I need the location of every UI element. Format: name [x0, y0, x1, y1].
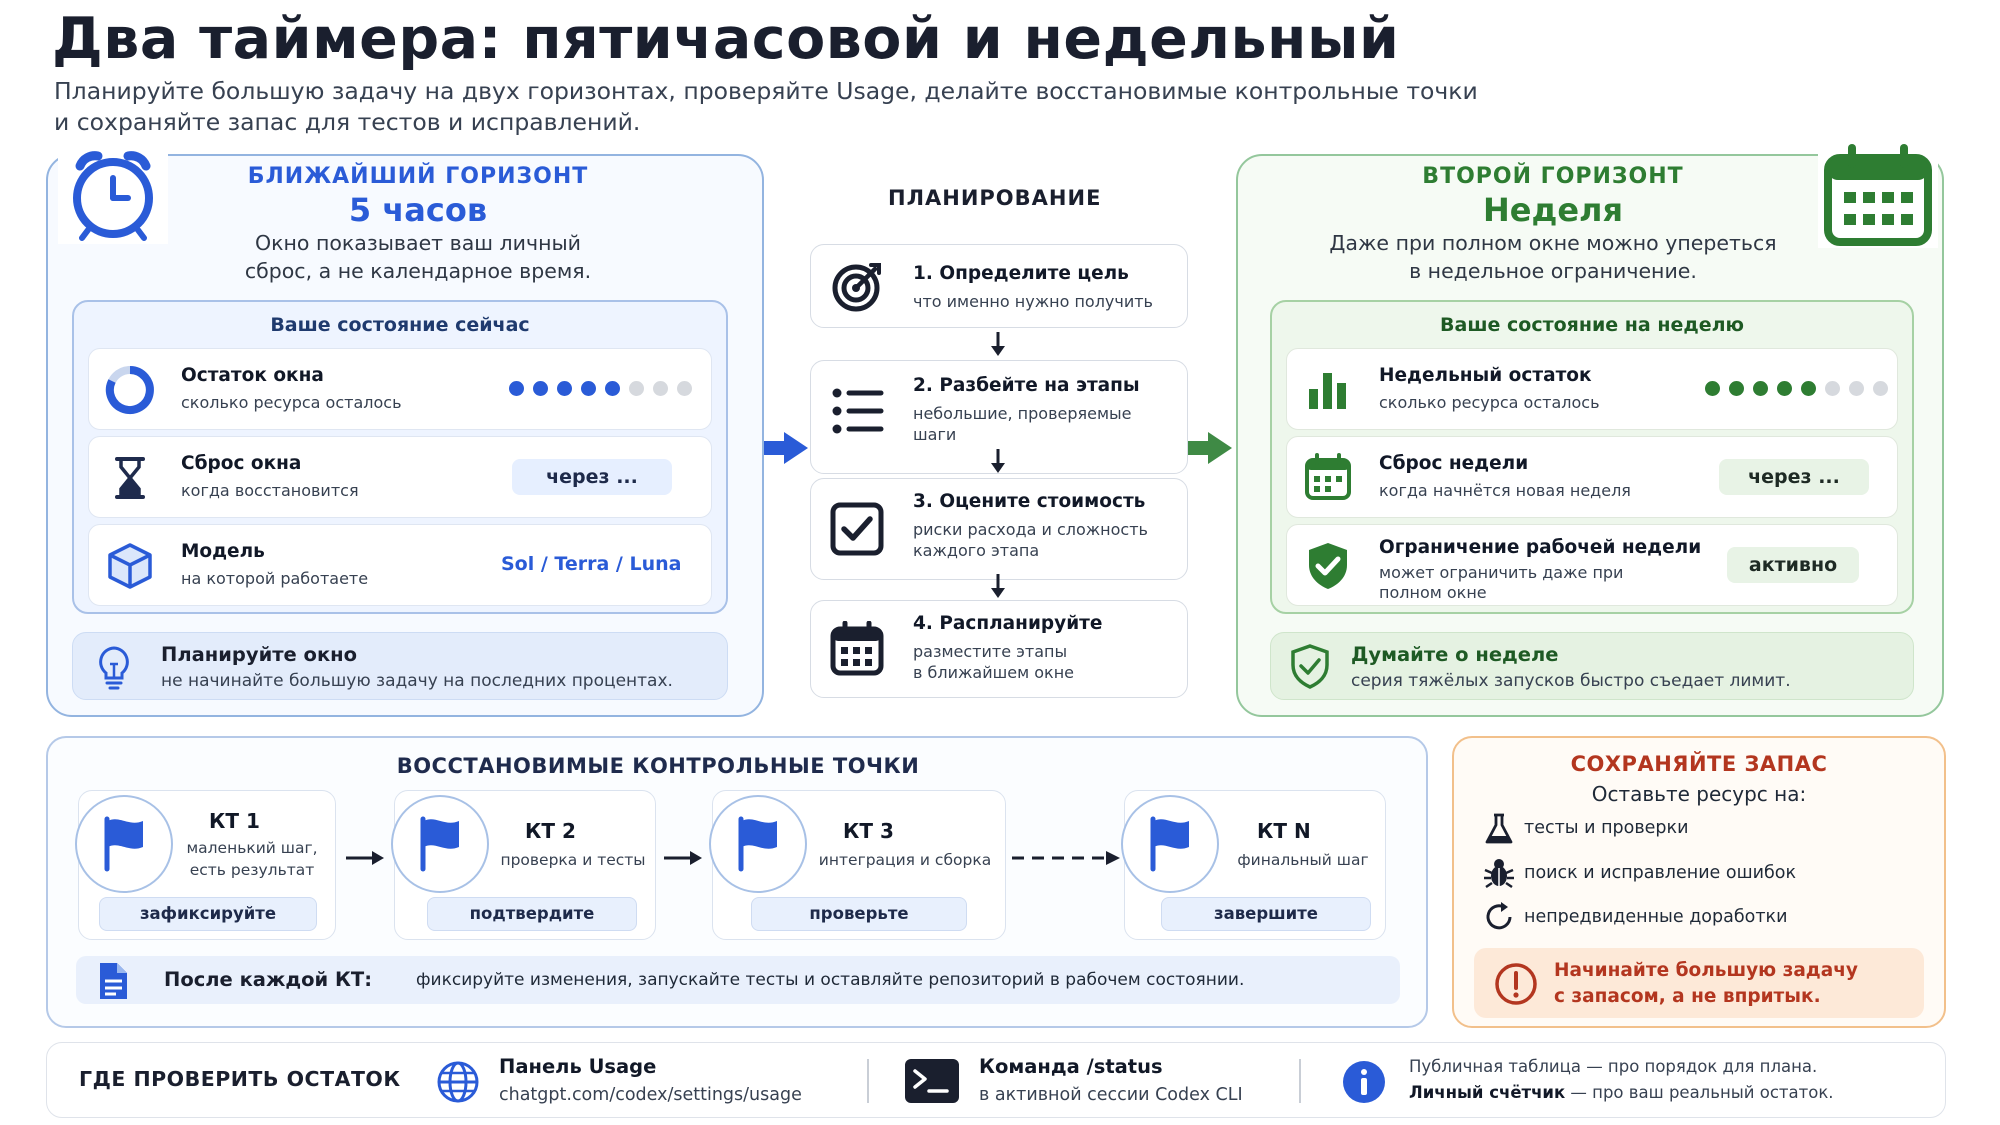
level-dot-empty [653, 381, 668, 396]
usage-panel-url[interactable]: chatgpt.com/codex/settings/usage [499, 1085, 802, 1105]
week-row-remaining [1286, 348, 1898, 430]
level-dot-filled [509, 381, 524, 396]
arrow-down-icon [990, 449, 1006, 475]
shield-check-icon [1301, 539, 1355, 593]
planning-step-3 [810, 478, 1188, 580]
note-public-table-text: Публичная таблица — про порядок для плана. [1409, 1057, 1818, 1076]
calendar-icon [829, 621, 885, 677]
terminal-icon [905, 1059, 959, 1103]
progress-ring-icon [103, 363, 157, 417]
reserve-warning-line-2: с запасом, а не впритык. [1554, 986, 1821, 1007]
refresh-icon [1482, 900, 1516, 934]
near-model-label: Модель [181, 541, 265, 562]
level-dot-filled [533, 381, 548, 396]
reserve-item-bugs: поиск и исправление ошибок [1524, 863, 1797, 883]
level-dot-filled [605, 381, 620, 396]
level-dot-empty [1873, 381, 1888, 396]
week-limit-sub [1379, 563, 1623, 603]
cube-icon [103, 539, 157, 593]
reserve-item-tests: тесты и проверки [1524, 818, 1689, 838]
week-limit-sub-line-1: может ограничить даже при [1379, 563, 1624, 582]
note-personal-counter [1409, 1083, 1834, 1102]
reserve-warning-line-1: Начинайте большую задачу [1554, 960, 1858, 981]
step-3-label: 3. Оцените стоимость [913, 491, 1146, 512]
checkpoint-3-circle [709, 795, 807, 893]
near-row-model [88, 524, 712, 606]
bar-chart-icon [1301, 363, 1355, 417]
checkpoint-1-name: КТ 1 [209, 809, 260, 833]
week-horizon-desc [1298, 229, 1808, 285]
level-dot-filled [1777, 381, 1792, 396]
page-title: Два таймера: пятичасовой и недельный [52, 6, 1400, 72]
step-2-sub-line-1: небольшие, проверяемые [913, 404, 1132, 423]
checkpoint-3-action[interactable]: проверьте [751, 897, 967, 931]
reserve-warning [1474, 948, 1924, 1018]
where-to-check-title: ГДЕ ПРОВЕРИТЬ ОСТАТОК [79, 1067, 401, 1091]
level-dot-filled [1705, 381, 1720, 396]
near-remaining-label: Остаток окна [181, 365, 324, 386]
reserve-title: СОХРАНЯЙТЕ ЗАПАС [1570, 752, 1828, 776]
week-reset-sub: когда начнётся новая неделя [1379, 481, 1631, 500]
week-state-title: Ваше состояние на неделю [1440, 314, 1744, 336]
checkpoint-2-action[interactable]: подтвердите [427, 897, 637, 931]
reserve-panel [1452, 736, 1946, 1028]
checkpoint-n-action[interactable]: завершите [1161, 897, 1371, 931]
checkpoint-2-name: КТ 2 [525, 819, 576, 843]
step-4-sub [913, 641, 1074, 683]
week-limit-label: Ограничение рабочей недели [1379, 537, 1702, 558]
step-3-sub [913, 519, 1148, 561]
level-dot-filled [581, 381, 596, 396]
arrow-down-icon [990, 574, 1006, 600]
document-icon [92, 961, 132, 1001]
checkpoints-title: ВОССТАНОВИМЫЕ КОНТРОЛЬНЫЕ ТОЧКИ [396, 754, 920, 778]
week-horizon-title: Неделя [1482, 191, 1623, 229]
near-horizon-title: 5 часов [348, 191, 488, 229]
checkpoint-1-sub [177, 837, 327, 881]
week-tip-label: Думайте о неделе [1351, 643, 1559, 666]
week-tip-box [1270, 632, 1914, 700]
reserve-warning-text [1554, 958, 1858, 1010]
step-3-sub-line-1: риски расхода и сложность [913, 520, 1148, 539]
note-personal-counter-text: — про ваш реальный остаток. [1565, 1083, 1834, 1102]
level-dot-empty [677, 381, 692, 396]
step-4-sub-line-2: в ближайшем окне [913, 663, 1075, 682]
near-horizon-desc [198, 229, 638, 285]
week-limit-value: активно [1727, 547, 1859, 583]
checkpoint-1-sub-line-1: маленький шаг, [186, 839, 318, 857]
step-2-sub [913, 403, 1132, 445]
reserve-item-extra: непредвиденные доработки [1524, 907, 1788, 927]
week-state-box [1270, 300, 1914, 614]
after-checkpoint-text: фиксируйте изменения, запускайте тесты и оставляйте репозиторий в рабочем состоянии. [416, 970, 1245, 990]
level-dot-empty [1849, 381, 1864, 396]
arrow-right-icon [1188, 430, 1234, 466]
checkpoint-n-name: КТ N [1257, 819, 1311, 843]
near-reset-sub: когда восстановится [181, 481, 359, 500]
status-command-sub: в активной сессии Codex CLI [979, 1085, 1243, 1105]
note-personal-counter-bold: Личный счётчик [1409, 1083, 1566, 1102]
arrow-right-icon [764, 430, 810, 466]
checkbox-icon [829, 501, 885, 557]
near-state-title: Ваше состояние сейчас [270, 314, 530, 336]
step-2-label: 2. Разбейте на этапы [913, 375, 1140, 396]
checkpoint-3-name: КТ 3 [843, 819, 894, 843]
checkpoint-1-sub-line-2: есть результат [189, 861, 315, 879]
week-horizon-label: ВТОРОЙ ГОРИЗОНТ [1422, 164, 1684, 189]
planning-title: ПЛАНИРОВАНИЕ [888, 186, 1102, 210]
divider [1299, 1059, 1301, 1103]
level-dot-empty [1825, 381, 1840, 396]
week-reset-value: через ... [1719, 459, 1869, 495]
subtitle-line-1: Планируйте большую задачу на двух горизонтах, проверяйте Usage, делайте восстановимые контрольные точки [54, 77, 1478, 105]
calendar-icon [1818, 144, 1938, 248]
checkpoint-1-circle [75, 795, 173, 893]
near-reset-label: Сброс окна [181, 453, 302, 474]
checkpoint-2-circle [391, 795, 489, 893]
checkpoint-2-sub: проверка и тесты [500, 851, 646, 869]
warning-icon [1494, 962, 1538, 1006]
calendar-icon [1301, 451, 1355, 505]
where-to-check-bar [46, 1042, 1946, 1118]
level-dot-filled [1729, 381, 1744, 396]
near-desc-line-1: Окно показывает ваш личный [254, 231, 582, 255]
week-desc-line-2: в недельное ограничение. [1409, 259, 1697, 283]
level-dot-filled [557, 381, 572, 396]
target-icon [829, 259, 885, 315]
near-tip-box [72, 632, 728, 700]
step-4-label: 4. Распланируйте [913, 613, 1103, 634]
checkpoint-1-action[interactable]: зафиксируйте [99, 897, 317, 931]
flag-icon [711, 797, 805, 891]
bug-icon [1482, 856, 1516, 890]
planning-step-4 [810, 600, 1188, 698]
week-reset-label: Сброс недели [1379, 453, 1529, 474]
planning-step-1 [810, 244, 1188, 328]
week-tip-sub: серия тяжёлых запусков быстро съедает лимит. [1351, 671, 1791, 691]
week-row-limit [1286, 524, 1898, 606]
step-1-sub: что именно нужно получить [913, 292, 1153, 311]
level-dot-empty [629, 381, 644, 396]
arrow-down-icon [990, 332, 1006, 358]
flag-icon [393, 797, 487, 891]
week-remaining-sub: сколько ресурса осталось [1379, 393, 1600, 412]
near-row-reset [88, 436, 712, 518]
near-tip-label: Планируйте окно [161, 643, 358, 666]
step-2-sub-line-2: шаги [913, 425, 957, 444]
shield-check-icon [1287, 643, 1333, 691]
step-4-sub-line-1: разместите этапы [913, 642, 1068, 661]
checkpoint-3-sub: интеграция и сборка [818, 851, 992, 869]
checkpoint-n-sub: финальный шаг [1237, 851, 1369, 869]
checkpoint-n [1124, 790, 1386, 940]
near-state-box [72, 300, 728, 614]
week-horizon-panel [1236, 154, 1944, 717]
checkpoint-3 [712, 790, 1006, 940]
lightbulb-icon [91, 643, 137, 691]
info-icon [1341, 1059, 1387, 1105]
after-checkpoint-label: После каждой КТ: [164, 968, 373, 991]
divider [867, 1059, 869, 1103]
flag-icon [77, 797, 171, 891]
flag-icon [1123, 797, 1217, 891]
checkpoint-2 [394, 790, 656, 940]
page-subtitle [54, 76, 1654, 138]
checkpoints-panel [46, 736, 1428, 1028]
week-limit-sub-line-2: полном окне [1379, 583, 1487, 602]
globe-icon [435, 1059, 481, 1105]
near-remaining-sub: сколько ресурса осталось [181, 393, 402, 412]
alarm-clock-icon [58, 144, 168, 244]
arrow-right-icon [346, 848, 386, 868]
near-model-value: Sol / Terra / Luna [501, 553, 682, 575]
near-row-remaining [88, 348, 712, 430]
near-horizon-head [198, 164, 638, 285]
usage-panel-label: Панель Usage [499, 1055, 657, 1078]
note-public-table [1409, 1057, 1817, 1076]
step-1-label: 1. Определите цель [913, 263, 1129, 284]
hourglass-icon [103, 451, 157, 505]
step-3-sub-line-2: каждого этапа [913, 541, 1040, 560]
subtitle-line-2: и сохраняйте запас для тестов и исправлений. [54, 108, 641, 136]
week-desc-line-1: Даже при полном окне можно упереться [1329, 231, 1777, 255]
near-tip-sub: не начинайте большую задачу на последних процентах. [161, 671, 673, 691]
flask-icon [1482, 812, 1516, 846]
arrow-dashed-right-icon [1012, 848, 1122, 868]
after-checkpoint-note [76, 956, 1400, 1004]
week-remaining-dots [1705, 381, 1888, 396]
level-dot-filled [1753, 381, 1768, 396]
arrow-right-icon [664, 848, 704, 868]
week-row-reset [1286, 436, 1898, 518]
week-remaining-label: Недельный остаток [1379, 365, 1592, 386]
checkpoint-n-circle [1121, 795, 1219, 893]
near-remaining-dots [509, 381, 692, 396]
status-command-label: Команда /status [979, 1055, 1163, 1078]
level-dot-filled [1801, 381, 1816, 396]
near-horizon-label: БЛИЖАЙШИЙ ГОРИЗОНТ [247, 164, 589, 189]
near-desc-line-2: сброс, а не календарное время. [244, 259, 592, 283]
near-reset-value: через ... [512, 459, 672, 495]
near-horizon-panel [46, 154, 764, 717]
week-horizon-head [1298, 164, 1808, 285]
list-icon [829, 383, 885, 439]
reserve-subtitle: Оставьте ресурс на: [1591, 782, 1807, 806]
checkpoint-1 [78, 790, 336, 940]
near-model-sub: на которой работаете [181, 569, 369, 588]
